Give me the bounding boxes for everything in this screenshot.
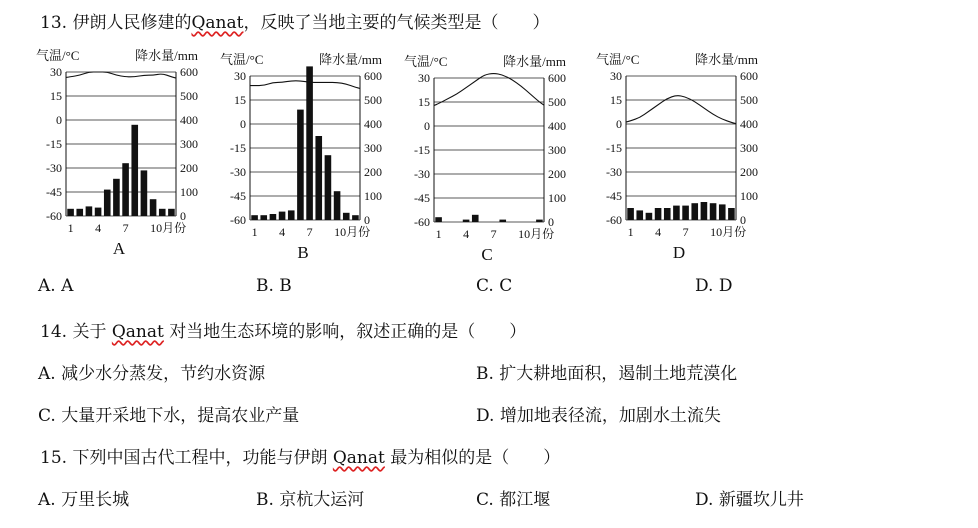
precip-tick-label: 100 — [740, 189, 758, 203]
month-label: 1 — [627, 225, 634, 239]
temp-tick-label: -15 — [230, 141, 246, 155]
option-13-c[interactable] — [476, 276, 512, 296]
chart-caption: A — [112, 239, 126, 258]
month-label: 4 — [279, 225, 286, 239]
precip-tick-label: 200 — [364, 165, 382, 179]
month-label: 10月份 — [710, 225, 747, 239]
option-15-d[interactable] — [695, 485, 804, 510]
chart-caption: D — [672, 243, 686, 262]
option-14-c[interactable] — [38, 401, 299, 426]
precipitation-bar — [646, 213, 653, 220]
precipitation-bar — [131, 125, 138, 216]
option-label: A. 减少水分蒸发，节约水资源 — [38, 364, 266, 384]
precipitation-bar — [315, 136, 322, 220]
left-axis-title: 气温/°C — [596, 52, 640, 67]
precipitation-bar — [260, 215, 267, 220]
climate-chart-c-svg — [404, 50, 594, 268]
left-axis-title: 气温/°C — [36, 48, 80, 63]
temp-tick-label: 30 — [418, 71, 430, 85]
temperature-curve — [250, 81, 360, 89]
temp-tick-label: 30 — [234, 69, 246, 83]
precip-tick-label: 100 — [180, 185, 198, 199]
temp-tick-label: 30 — [610, 69, 622, 83]
question-13-stem — [40, 8, 549, 33]
question-14-stem — [40, 317, 526, 342]
precipitation-bar — [682, 206, 689, 220]
precip-tick-label: 300 — [180, 137, 198, 151]
precipitation-bar — [122, 163, 129, 216]
temp-tick-label: 15 — [234, 93, 246, 107]
climate-chart-b — [220, 48, 410, 270]
precipitation-bar — [306, 66, 313, 220]
left-axis-title: 气温/°C — [404, 54, 448, 69]
option-label: B. B — [256, 276, 292, 296]
temp-tick-label: -30 — [46, 161, 62, 175]
month-label: 1 — [251, 225, 258, 239]
precip-tick-label: 500 — [740, 93, 758, 107]
precipitation-bar — [728, 208, 735, 220]
temp-tick-label: -30 — [606, 165, 622, 179]
precip-tick-label: 400 — [548, 119, 566, 133]
option-label: C. 大量开采地下水，提高农业产量 — [38, 406, 300, 426]
precip-tick-label: 600 — [364, 69, 382, 83]
left-axis-title: 气温/°C — [220, 52, 264, 67]
temp-tick-label: 15 — [50, 89, 62, 103]
temp-tick-label: -45 — [46, 185, 62, 199]
precip-tick-label: 300 — [364, 141, 382, 155]
climate-chart-c — [404, 50, 594, 272]
option-15-c[interactable] — [476, 485, 550, 510]
temp-tick-label: -45 — [414, 191, 430, 205]
temp-tick-label: -15 — [606, 141, 622, 155]
temp-tick-label: -60 — [46, 209, 62, 223]
precipitation-bar — [150, 199, 157, 216]
precipitation-bar — [627, 208, 634, 220]
precip-tick-label: 400 — [180, 113, 198, 127]
option-label: D. D — [695, 276, 733, 296]
month-label: 7 — [682, 225, 689, 239]
temp-tick-label: -60 — [414, 215, 430, 229]
temp-tick-label: 0 — [56, 113, 62, 127]
precipitation-bar — [159, 209, 166, 216]
month-label: 1 — [67, 221, 74, 235]
precipitation-bar — [95, 208, 102, 216]
precip-tick-label: 0 — [740, 213, 746, 227]
precip-tick-label: 500 — [180, 89, 198, 103]
precipitation-bar — [168, 209, 175, 216]
precipitation-bar — [288, 210, 295, 220]
precipitation-bar — [655, 208, 662, 220]
precip-tick-label: 0 — [548, 215, 554, 229]
precip-tick-label: 600 — [180, 65, 198, 79]
precipitation-bar — [463, 220, 470, 222]
precipitation-bar — [636, 210, 643, 220]
precip-tick-label: 500 — [364, 93, 382, 107]
month-label: 10月份 — [334, 225, 371, 239]
precipitation-bar — [113, 179, 120, 216]
climate-chart-d-svg — [596, 48, 786, 266]
question-text: 下列中国古代工程中，功能与伊朗 — [72, 448, 328, 468]
precipitation-bar — [664, 208, 671, 220]
precipitation-bar — [352, 215, 359, 220]
month-label: 10月份 — [518, 227, 555, 241]
temp-tick-label: -30 — [230, 165, 246, 179]
question-text: 最为相似的是（ ） — [390, 448, 561, 468]
precipitation-bar — [76, 209, 83, 216]
option-14-d[interactable] — [476, 401, 721, 426]
chart-caption: C — [481, 245, 493, 264]
precipitation-bar — [270, 214, 277, 220]
temp-tick-label: -60 — [606, 213, 622, 227]
temp-tick-label: -15 — [46, 137, 62, 151]
option-label: B. 京杭大运河 — [256, 490, 365, 510]
option-13-a[interactable] — [38, 276, 73, 296]
precip-tick-label: 200 — [180, 161, 198, 175]
temp-tick-label: 15 — [610, 93, 622, 107]
keyword-qanat: Qanat — [191, 13, 244, 33]
temp-tick-label: -45 — [230, 189, 246, 203]
precip-tick-label: 400 — [364, 117, 382, 131]
month-label: 7 — [490, 227, 497, 241]
option-15-a[interactable] — [38, 485, 129, 510]
climate-chart-a-svg — [36, 44, 226, 262]
temp-tick-label: -15 — [414, 143, 430, 157]
precipitation-bar — [673, 206, 680, 220]
option-13-d[interactable] — [695, 276, 732, 296]
month-label: 1 — [435, 227, 442, 241]
temperature-curve — [66, 72, 176, 78]
precipitation-bar — [536, 220, 543, 222]
keyword-qanat: Qanat — [332, 448, 385, 468]
option-label: C. 都江堰 — [476, 490, 551, 510]
option-14-a[interactable] — [38, 359, 265, 384]
option-label: A. A — [38, 276, 74, 296]
option-13-b[interactable] — [256, 276, 292, 296]
question-15-stem — [40, 443, 560, 468]
option-14-b[interactable] — [476, 359, 737, 384]
precip-tick-label: 0 — [180, 209, 186, 223]
precipitation-bar — [86, 206, 93, 216]
month-label: 7 — [122, 221, 129, 235]
precipitation-bar — [67, 209, 74, 216]
right-axis-title: 降水量/mm — [319, 52, 382, 67]
precipitation-bar — [325, 155, 332, 220]
precip-tick-label: 100 — [364, 189, 382, 203]
temp-tick-label: 15 — [418, 95, 430, 109]
month-label: 4 — [95, 221, 102, 235]
precip-tick-label: 600 — [740, 69, 758, 83]
precipitation-bar — [691, 203, 698, 220]
precipitation-bar — [710, 203, 717, 220]
climate-chart-b-svg — [220, 48, 410, 266]
question-text: 关于 — [72, 322, 107, 342]
precip-tick-label: 300 — [740, 141, 758, 155]
option-label: C. C — [476, 276, 513, 296]
question-number: 15. — [40, 448, 68, 468]
keyword-qanat: Qanat — [111, 322, 164, 342]
temp-tick-label: 0 — [424, 119, 430, 133]
precipitation-bar — [334, 191, 341, 220]
question-text: ，反映了当地主要的气候类型是（ ） — [243, 13, 550, 33]
temp-tick-label: -45 — [606, 189, 622, 203]
precip-tick-label: 300 — [548, 143, 566, 157]
option-label: A. 万里长城 — [38, 490, 130, 510]
climate-chart-a — [36, 44, 226, 266]
month-label: 4 — [463, 227, 470, 241]
precipitation-bar — [719, 204, 726, 220]
precipitation-bar — [472, 215, 479, 222]
question-number: 13. — [40, 13, 68, 33]
precip-tick-label: 500 — [548, 95, 566, 109]
option-15-b[interactable] — [256, 485, 364, 510]
precipitation-bar — [499, 220, 506, 222]
temp-tick-label: -30 — [414, 167, 430, 181]
precipitation-bar — [297, 110, 304, 220]
precipitation-bar — [251, 215, 258, 220]
precip-tick-label: 0 — [364, 213, 370, 227]
temp-tick-label: 0 — [240, 117, 246, 131]
question-number: 14. — [40, 322, 68, 342]
temp-tick-label: 0 — [616, 117, 622, 131]
question-text: 伊朗人民修建的 — [72, 13, 192, 33]
option-label: D. 新疆坎儿井 — [695, 490, 804, 510]
precipitation-bar — [701, 202, 708, 220]
precipitation-bar — [104, 190, 111, 216]
temp-tick-label: -60 — [230, 213, 246, 227]
precip-tick-label: 400 — [740, 117, 758, 131]
month-label: 10月份 — [150, 221, 187, 235]
climate-chart-d — [596, 48, 786, 270]
precip-tick-label: 200 — [740, 165, 758, 179]
precipitation-bar — [435, 217, 442, 222]
precipitation-bar — [343, 213, 350, 220]
precipitation-bar — [279, 212, 286, 220]
precip-tick-label: 100 — [548, 191, 566, 205]
option-label: B. 扩大耕地面积，遏制土地荒漠化 — [476, 364, 738, 384]
right-axis-title: 降水量/mm — [135, 48, 198, 63]
precip-tick-label: 200 — [548, 167, 566, 181]
question-text: 对当地生态环境的影响，叙述正确的是（ ） — [169, 322, 527, 342]
chart-caption: B — [297, 243, 309, 262]
precip-tick-label: 600 — [548, 71, 566, 85]
temp-tick-label: 30 — [50, 65, 62, 79]
month-label: 4 — [655, 225, 662, 239]
month-label: 7 — [306, 225, 313, 239]
right-axis-title: 降水量/mm — [695, 52, 758, 67]
right-axis-title: 降水量/mm — [503, 54, 566, 69]
precipitation-bar — [141, 170, 148, 216]
option-label: D. 增加地表径流，加剧水土流失 — [476, 406, 721, 426]
